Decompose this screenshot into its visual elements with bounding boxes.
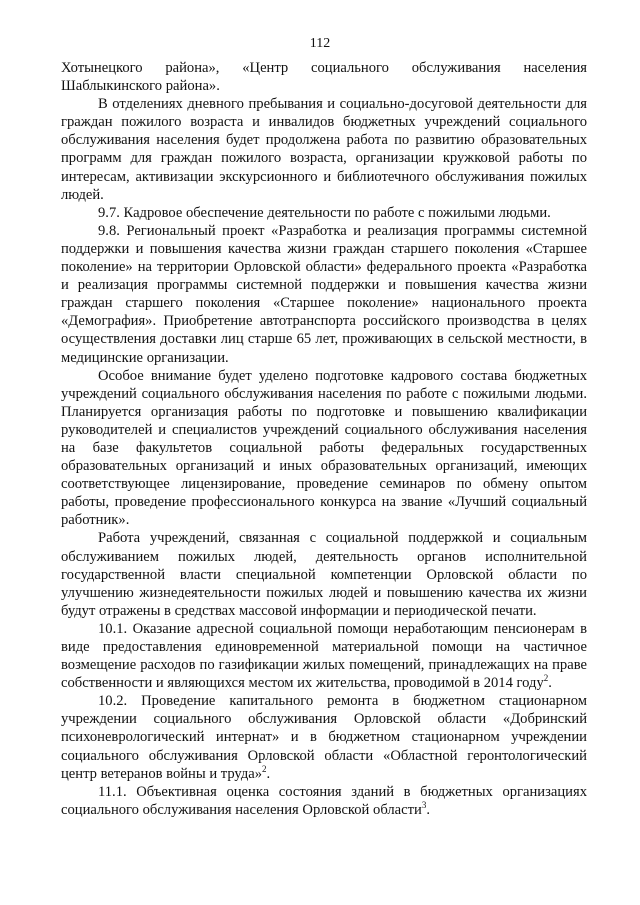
paragraph-11-1-text: 11.1. Объективная оценка состояния зданий в бюджетных организациях социального обслуживания населения Орловской области — [61, 783, 587, 818]
paragraph-day-care-departments: В отделениях дневного пребывания и социально-досуговой деятельности для граждан пожилого возраста и инвалидов бюджетных учреждений социального обслуживания населения будет продолжена работа по развитию образовательных программ для граждан пожилого возраста, организации кружковой работы по интересам, активизации экскурсионного и библиотечного обслуживания пожилых людей. — [61, 96, 587, 203]
paragraph-continuation: Хотынецкого района», «Центр социального обслуживания населения Шаблыкинского района». — [61, 60, 587, 95]
paragraph-10-2-tail: . — [266, 765, 271, 782]
footnote-ref: 2 — [543, 673, 549, 684]
paragraph-9-8: 9.8. Региональный проект «Разработка и реализация программы системной поддержки и повышения качества жизни граждан старшего поколения «Старшее поколение» на территории Орловской области» федерального проекта «Разработка и реализация программы системной поддержки и повышения качества жизни граждан старшего поколения «Старшее поколение» национального проекта «Демография». Приобретение автотранспорта российского производства в целях осуществления доставки лиц старше 65 лет, проживающих в сельской местности, в медицинские организации. — [61, 222, 587, 366]
paragraph-9-7: 9.7. Кадровое обеспечение деятельности по работе с пожилыми людьми. — [98, 204, 551, 221]
paragraph-staff-training: Особое внимание будет уделено подготовке кадрового состава бюджетных учреждений социального обслуживания населения по работе с пожилыми людьми. Планируется организация работы по подготовке и повышению квалификации руководителей и специалистов учреждений социального обслуживания населения на базе факультетов социальной работы федеральных государственных образовательных организаций и иных образовательных организаций, имеющих соответствующее лицензирование, проведение семинаров по обмену опытом работы, проведение профессионального конкурса на звание «Лучший социальный работник». — [61, 367, 587, 529]
paragraph-10-2 — [61, 692, 587, 782]
paragraph-10-1-text: 10.1. Оказание адресной социальной помощи неработающим пенсионерам в виде предоставления единовременной материальной помощи на частичное возмещение расходов по газификации жилых помещений, принадлежащих на праве собственности и являющихся местом их жительства, проводимой в 2014 году — [61, 620, 587, 692]
paragraph-11-1-tail: . — [426, 801, 430, 818]
footnote-ref: 3 — [421, 799, 427, 810]
paragraph-10-2-text: 10.2. Проведение капитального ремонта в бюджетном стационарном учреждении социального обслуживания Орловской области «Добринский психоневрологический интернат» и в бюджетном стационарном учреждении социального обслуживания Орловской области «Областной геронтологический центр ветеранов войны и труда» — [61, 693, 587, 782]
page-number: 112 — [309, 36, 331, 51]
document-body — [61, 59, 587, 819]
paragraph-media-coverage: Работа учреждений, связанная с социальной поддержкой и социальным обслуживанием пожилых людей, деятельность органов исполнительной государственной власти специальной компетенции Орловской области по улучшению жизнедеятельности пожилых людей и повышению качества их жизни будут отражены в средствах массовой информации и периодической печати. — [61, 530, 587, 619]
paragraph-10-1 — [61, 620, 587, 692]
paragraph-10-1-tail: . — [548, 675, 552, 692]
paragraph-11-1 — [61, 783, 587, 819]
footnote-ref: 2 — [262, 763, 267, 774]
